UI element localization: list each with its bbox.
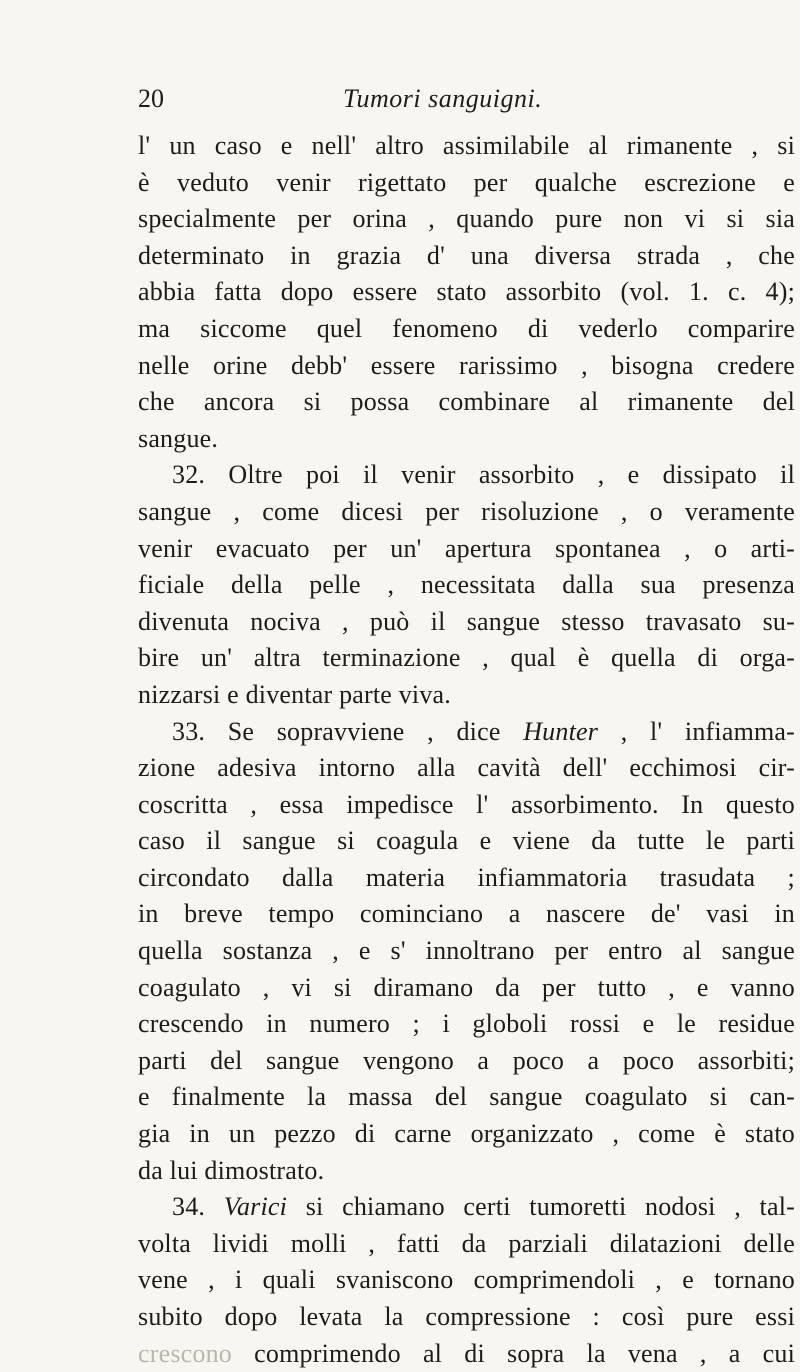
page-header <box>138 84 658 120</box>
paragraph-33-start <box>138 714 795 751</box>
text-line: zione adesiva intorno alla cavità dell' ecchimosi cir- <box>138 753 795 783</box>
text-line: crescendo in numero ; i globoli rossi e le residue <box>138 1009 795 1039</box>
text-line: divenuta nociva , può il sangue stesso travasato su- <box>138 606 795 636</box>
text-line: subito dopo levata la compressione : così pure essi <box>138 1302 795 1331</box>
text-line: ma siccome quel fenomeno di vederlo comparire <box>138 313 795 343</box>
text-line <box>138 1336 795 1372</box>
text-line: quella sostanza , e s' innoltrano per entro al sangue <box>138 936 795 966</box>
text-line: specialmente per orina , quando pure non vi si sia <box>138 204 795 234</box>
text-line: gia in un pezzo di carne organizzato , come è stato <box>138 1119 795 1149</box>
text-line: ficiale della pelle , necessitata dalla sua presenza <box>138 570 795 600</box>
section-number: 34. <box>172 1192 206 1222</box>
author-name-hunter: Hunter <box>523 716 599 746</box>
text-line: sangue. <box>138 423 219 453</box>
text-line: nizzarsi e diventar parte viva. <box>138 679 451 709</box>
page-number: 20 <box>138 84 164 113</box>
paragraph-32-start: 32. Oltre poi il venir assorbito , e dissipato il <box>172 460 795 490</box>
text-line: vene , i quali svaniscono comprimendoli , e tornano <box>138 1265 795 1295</box>
text-segment: comprimendo al di sopra la vena , a cui <box>254 1338 795 1368</box>
text-line: caso il sangue si coagula e viene da tutte le parti <box>138 826 795 856</box>
text-line: abbia fatta dopo essere stato assorbito (vol. 1. c. 4); <box>138 277 795 307</box>
text-segment: , l' infiamma- <box>620 716 796 746</box>
text-line: venir evacuato per un' apertura spontanea , o arti- <box>138 533 795 563</box>
text-line: sangue , come dicesi per risoluzione , o veramente <box>138 496 795 526</box>
text-segment: si chiamano certi tumoretti nodosi , tal- <box>305 1192 796 1222</box>
text-line: da lui dimostrato. <box>138 1155 325 1185</box>
text-line: determinato in grazia d' una diversa strada , che <box>138 240 795 270</box>
text-line: nelle orine debb' essere rarissimo , bisogna credere <box>138 350 795 380</box>
text-line: e finalmente la massa del sangue coagulato si can- <box>138 1082 795 1112</box>
text-line: circondato dalla materia infiammatoria trasudata ; <box>138 862 795 892</box>
running-title: Tumori sanguigni. <box>343 84 543 113</box>
text-line: volta lividi molli , fatti da parziali dilatazioni delle <box>138 1228 795 1258</box>
text-line: bire un' altra terminazione , qual è quella di orga- <box>138 643 795 673</box>
text-line: parti del sangue vengono a poco a poco assorbiti; <box>138 1045 795 1075</box>
paragraph-34-start <box>138 1189 795 1226</box>
text-line: coscritta , essa impedisce l' assorbimento. In questo <box>138 789 795 819</box>
faded-word: crescono <box>138 1338 232 1368</box>
text-line: in breve tempo cominciano a nascere de' vasi in <box>138 899 795 929</box>
term-varici: Varici <box>223 1192 288 1222</box>
text-segment: 33. Se sopravviene , dice <box>172 716 501 746</box>
body-text <box>138 128 795 1372</box>
text-line: coagulato , vi si diramano da per tutto , e vanno <box>138 972 795 1002</box>
text-line: che ancora si possa combinare al rimanente del <box>138 387 795 417</box>
text-line: l' un caso e nell' altro assimilabile al rimanente , si <box>138 131 795 160</box>
text-line: è veduto venir rigettato per qualche escrezione e <box>138 167 795 197</box>
